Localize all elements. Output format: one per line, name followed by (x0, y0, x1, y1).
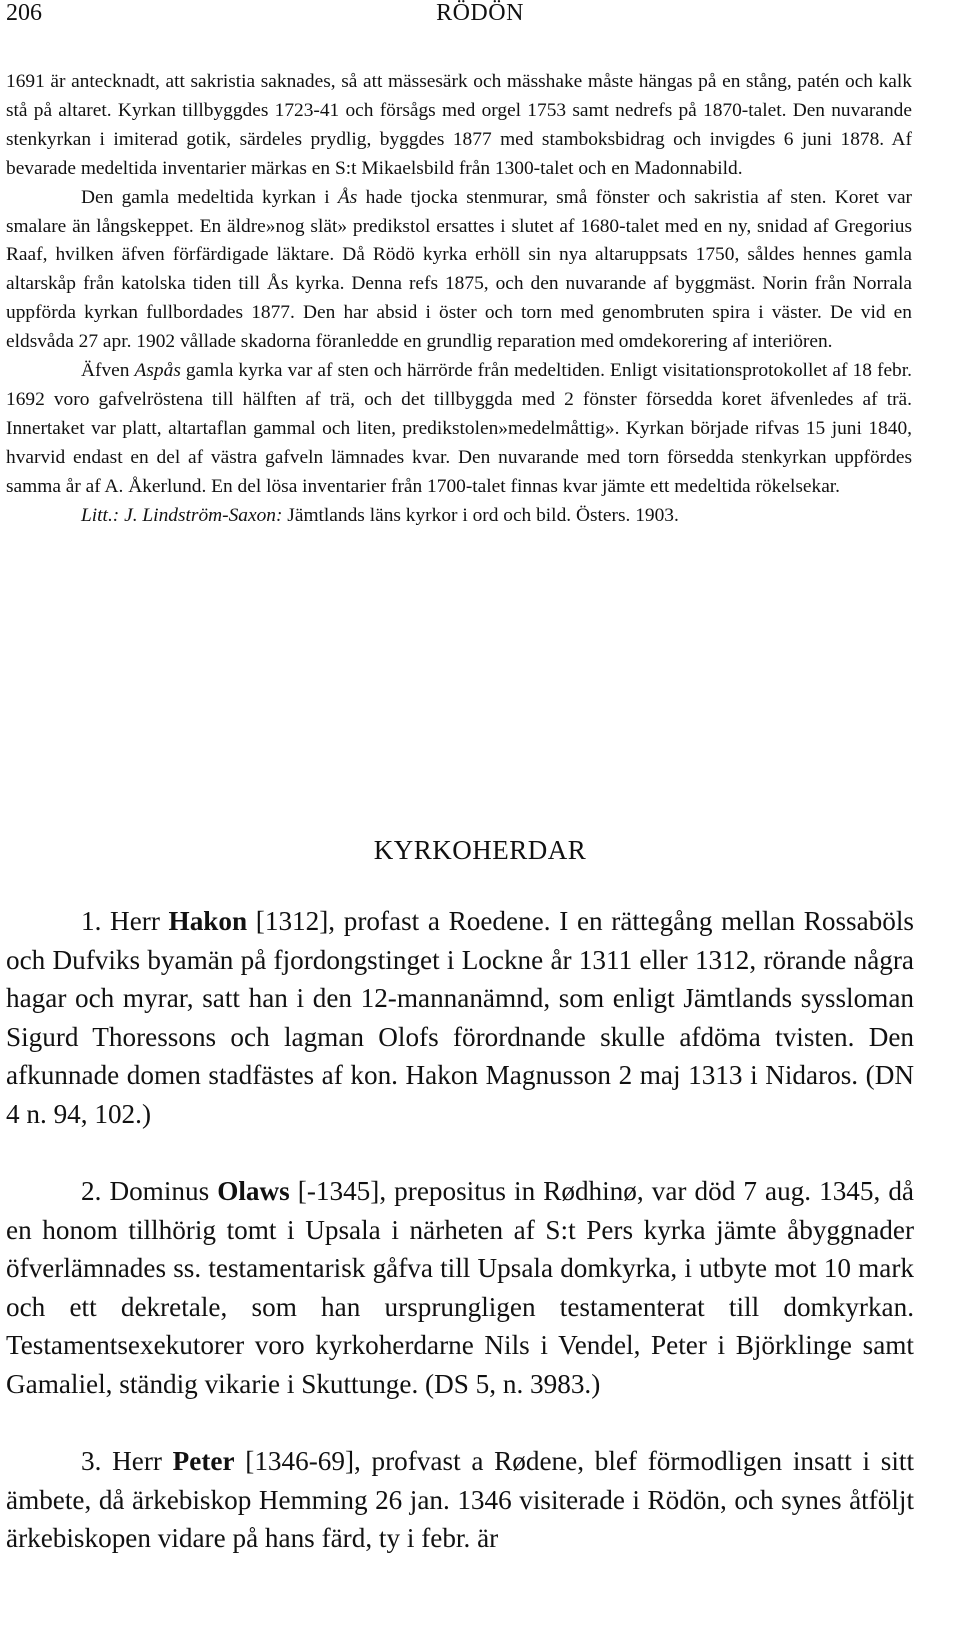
literature-label: Litt.: J. Lindström-Saxon: (81, 504, 283, 526)
running-title: RÖDÖN (436, 0, 524, 26)
paragraph-sakristia: 1691 är antecknadt, att sakristia saknades, så att mässesärk och mässhake måste hängas på en stång, patén och kalk stå på altaret. Kyrkan tillbyggdes 1723-41 och försågs med orgel 1753 samt nedrefs på 1870-talet. Den nuvarande stenkyrkan i imiterad gotik, särdeles prydlig, byggdes 1877 med stamboksbidrag och invigdes 6 juni 1878. Af bevarade medeltida inventarier märkas en S:t Mikaelsbild från 1300-talet och en Madonnabild. (6, 71, 912, 179)
literature-reference: Litt.: J. Lindström-Saxon: Jämtlands läns kyrkor i ord och bild. Östers. 1903. (81, 504, 679, 526)
paragraph-as-church: Den gamla medeltida kyrkan i Ås hade tjocka stenmurar, små fönster och sakristia af sten. Koret var smalare än långskeppet. En äldre»nog slät» predikstol ersattes i slutet af 1680-talet med en ny, snidad af Gregorius Raaf, hvilken äfven förfärdigade läktare. Då Rödö kyrka erhöll sin nya altaruppsats 1750, såldes hennes gamla altarskåp från katolska tiden till Ås kyrka. Denna refs 1875, och den nuvarande af byggmäst. Norin från Norrala uppförda kyrkan fullbordades 1877. Den har absid i öster och torn med genombruten spira i väster. De vid en eldsvåda 27 apr. 1902 vållade skadorna föranledde en grundlig reparation med omdekorering af interiören. (6, 186, 913, 353)
clergy-entry: 2. Dominus Olaws [-1345], prepositus in Rødhinø, var död 7 aug. 1345, då en honom tillhörig tomt i Upsala i närheten af S:t Pers kyrka jämte åbyggnader öfverlämnades ss. testamentarisk gåfva till Upsala domkyrka, i utbyte mot 10 mark och ett dekretale, som han ursprungligen testamenterat till domkyrkan. Testamentsexekutorer voro kyrkoherdarne Nils i Vendel, Peter i Björklinge samt Gamaliel, ständig vikarie i Skuttunge. (DS 5, n. 3983.) (6, 1176, 915, 1399)
place-name: Ås (337, 186, 358, 208)
clergy-entry: 1. Herr Hakon [1312], profast a Roedene. I en rättegång mellan Rossaböls och Dufviks byamän på fjordongstinget i Lockne år 1311 eller 1312, rörande några hagar och myrar, satt han i den 12-mannanämnd, som enligt Jämtlands syssloman Sigurd Thoressons och lagman Olofs förordnande skulle afdöma tvisten. Den afkunnade domen stadfästes af kon. Hakon Magnusson 2 maj 1313 i Nidaros. (DN 4 n. 94, 102.) (6, 906, 915, 1129)
clergy-entry: 3. Herr Peter [1346-69], profvast a Rødene, blef förmodligen insatt i sitt ämbete, då ärkebiskop Hemming 26 jan. 1346 visiterade i Rödön, och synes åtföljt ärkebiskopen vidare på hans färd, ty i febr. är (6, 1446, 915, 1553)
place-name: Aspås (134, 360, 181, 382)
paragraph-aspas-church: Äfven Aspås gamla kyrka var af sten och härrörde från medeltiden. Enligt visitationsprotokollet af 18 febr. 1692 voro gafvelröstena till hälften af trä, och det tillbyggda med 2 fönster försedda koret äfvenledes af trä. Innertaket var platt, altartaflan gammal och liten, predikstolen»medelmåttig». Kyrkan började rifvas 15 juni 1840, hvarvid endast en del af västra gafveln lämnades kvar. Den nuvarande med torn försedda stenkyrkan uppfördes samma år af A. Åkerlund. En del lösa inventarier från 1700-talet finnas kvar jämte ett medeltida rökelsekar. (6, 360, 912, 497)
clergy-list (6, 902, 914, 1558)
clergy-name: Olaws (217, 1176, 290, 1206)
section-heading: KYRKOHERDAR (373, 835, 587, 865)
page-number: 206 (6, 0, 42, 26)
clergy-name: Peter (172, 1446, 235, 1476)
page-header (6, 0, 954, 34)
clergy-name: Hakon (168, 906, 248, 936)
church-history-text (6, 68, 912, 531)
